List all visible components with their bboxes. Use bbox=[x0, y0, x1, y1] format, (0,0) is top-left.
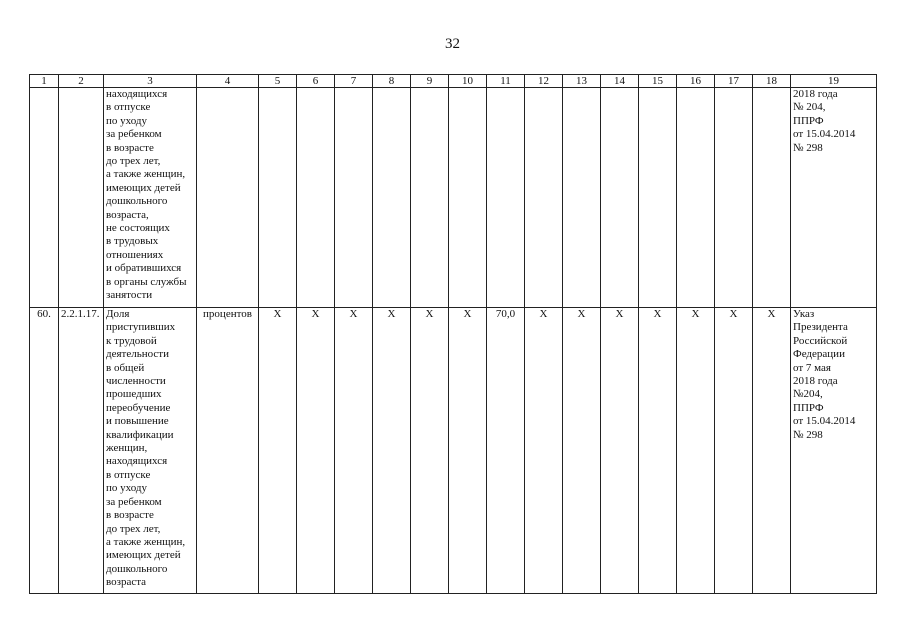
column-header: 10 bbox=[449, 75, 487, 88]
value-cell bbox=[449, 88, 487, 308]
cell-line: за ребенком bbox=[106, 128, 162, 141]
cell-line: переобучение bbox=[106, 401, 171, 414]
column-header: 18 bbox=[753, 75, 791, 88]
value-cell: Х bbox=[639, 308, 677, 594]
row-number: 60. bbox=[30, 308, 59, 594]
cell-line: до трех лет, bbox=[106, 522, 161, 535]
cell-line: прошедших bbox=[106, 388, 162, 401]
cell-line: в возрасте bbox=[106, 141, 154, 154]
cell-line: по уходу bbox=[106, 114, 147, 127]
source-document bbox=[791, 308, 877, 594]
cell-line: в отпуске bbox=[106, 468, 151, 481]
value-cell bbox=[297, 88, 335, 308]
indicator-code bbox=[59, 88, 104, 308]
unit-cell: процентов bbox=[197, 308, 259, 594]
cell-line: № 204, bbox=[793, 101, 826, 114]
cell-line: в трудовых bbox=[106, 235, 159, 248]
cell-line: Указ bbox=[793, 308, 815, 320]
column-header: 13 bbox=[563, 75, 601, 88]
value-cell: Х bbox=[259, 308, 297, 594]
column-header: 4 bbox=[197, 75, 259, 88]
cell-line: приступивших bbox=[106, 321, 176, 334]
value-cell bbox=[411, 88, 449, 308]
cell-line: ППРФ bbox=[793, 401, 824, 414]
cell-line: в общей bbox=[106, 361, 145, 374]
cell-line: численности bbox=[106, 375, 166, 388]
cell-line: и повышение bbox=[106, 415, 169, 428]
cell-line: в органы службы bbox=[106, 275, 187, 288]
indicators-table bbox=[29, 74, 877, 594]
cell-line: Доля bbox=[106, 308, 130, 320]
cell-line: женщин, bbox=[106, 442, 148, 455]
table-row bbox=[30, 308, 877, 594]
cell-line: а также женщин, bbox=[106, 535, 186, 548]
cell-line: Президента bbox=[793, 321, 848, 334]
value-cell: Х bbox=[411, 308, 449, 594]
cell-line: по уходу bbox=[106, 482, 147, 495]
value-cell: Х bbox=[753, 308, 791, 594]
cell-line: №204, bbox=[793, 388, 823, 401]
column-header: 14 bbox=[601, 75, 639, 88]
column-header: 16 bbox=[677, 75, 715, 88]
value-cell: Х bbox=[449, 308, 487, 594]
cell-line: 2018 года bbox=[793, 88, 838, 100]
column-header: 12 bbox=[525, 75, 563, 88]
value-cell: Х bbox=[677, 308, 715, 594]
cell-line: до трех лет, bbox=[106, 155, 161, 168]
value-cell: Х bbox=[373, 308, 411, 594]
cell-line: не состоящих bbox=[106, 222, 170, 235]
cell-line: дошкольного bbox=[106, 195, 168, 208]
cell-line: Российской bbox=[793, 334, 848, 347]
column-header: 2 bbox=[59, 75, 104, 88]
indicator-name bbox=[104, 88, 197, 308]
cell-line: имеющих детей bbox=[106, 181, 181, 194]
indicator-name bbox=[104, 308, 197, 594]
value-cell bbox=[639, 88, 677, 308]
value-cell: Х bbox=[715, 308, 753, 594]
header-row bbox=[30, 75, 877, 88]
cell-line: от 7 мая bbox=[793, 361, 831, 374]
column-header: 6 bbox=[297, 75, 335, 88]
cell-line: возраста, bbox=[106, 208, 149, 221]
cell-line: возраста bbox=[106, 576, 147, 589]
cell-line: а также женщин, bbox=[106, 168, 186, 181]
value-cell bbox=[601, 88, 639, 308]
cell-line: дошкольного bbox=[106, 562, 168, 575]
cell-line: 2018 года bbox=[793, 375, 838, 388]
cell-line: в возрасте bbox=[106, 509, 154, 522]
cell-line: и обратившихся bbox=[106, 262, 182, 275]
column-header: 1 bbox=[30, 75, 59, 88]
unit-cell bbox=[197, 88, 259, 308]
source-document bbox=[791, 88, 877, 308]
column-header: 19 bbox=[791, 75, 877, 88]
value-cell bbox=[677, 88, 715, 308]
cell-line: занятости bbox=[106, 289, 153, 302]
column-header: 5 bbox=[259, 75, 297, 88]
cell-line: от 15.04.2014 bbox=[793, 128, 856, 141]
cell-line: Федерации bbox=[793, 348, 845, 361]
value-cell: Х bbox=[601, 308, 639, 594]
column-header: 15 bbox=[639, 75, 677, 88]
row-number bbox=[30, 88, 59, 308]
column-header: 11 bbox=[487, 75, 525, 88]
value-cell bbox=[753, 88, 791, 308]
column-header: 8 bbox=[373, 75, 411, 88]
table-row bbox=[30, 88, 877, 308]
cell-line: находящихся bbox=[106, 455, 168, 468]
page-number: 32 bbox=[445, 36, 460, 52]
cell-line: № 298 bbox=[793, 141, 823, 154]
value-cell bbox=[487, 88, 525, 308]
cell-line: за ребенком bbox=[106, 495, 162, 508]
cell-line: ППРФ bbox=[793, 114, 824, 127]
value-cell: Х bbox=[563, 308, 601, 594]
column-header: 3 bbox=[104, 75, 197, 88]
column-header: 17 bbox=[715, 75, 753, 88]
cell-line: к трудовой bbox=[106, 334, 157, 347]
cell-line: деятельности bbox=[106, 348, 169, 361]
cell-line: находящихся bbox=[106, 88, 168, 100]
value-cell bbox=[525, 88, 563, 308]
value-cell: Х bbox=[335, 308, 373, 594]
value-cell: Х bbox=[525, 308, 563, 594]
cell-line: № 298 bbox=[793, 428, 823, 441]
cell-line: отношениях bbox=[106, 248, 164, 261]
value-cell bbox=[563, 88, 601, 308]
value-cell bbox=[335, 88, 373, 308]
column-header: 9 bbox=[411, 75, 449, 88]
value-cell: 70,0 bbox=[487, 308, 525, 594]
cell-line: квалификации bbox=[106, 428, 174, 441]
value-cell bbox=[715, 88, 753, 308]
cell-line: имеющих детей bbox=[106, 549, 181, 562]
value-cell bbox=[373, 88, 411, 308]
indicator-code: 2.2.1.17. bbox=[59, 308, 104, 594]
cell-line: от 15.04.2014 bbox=[793, 415, 856, 428]
value-cell: Х bbox=[297, 308, 335, 594]
cell-line: в отпуске bbox=[106, 101, 151, 114]
column-header: 7 bbox=[335, 75, 373, 88]
value-cell bbox=[259, 88, 297, 308]
